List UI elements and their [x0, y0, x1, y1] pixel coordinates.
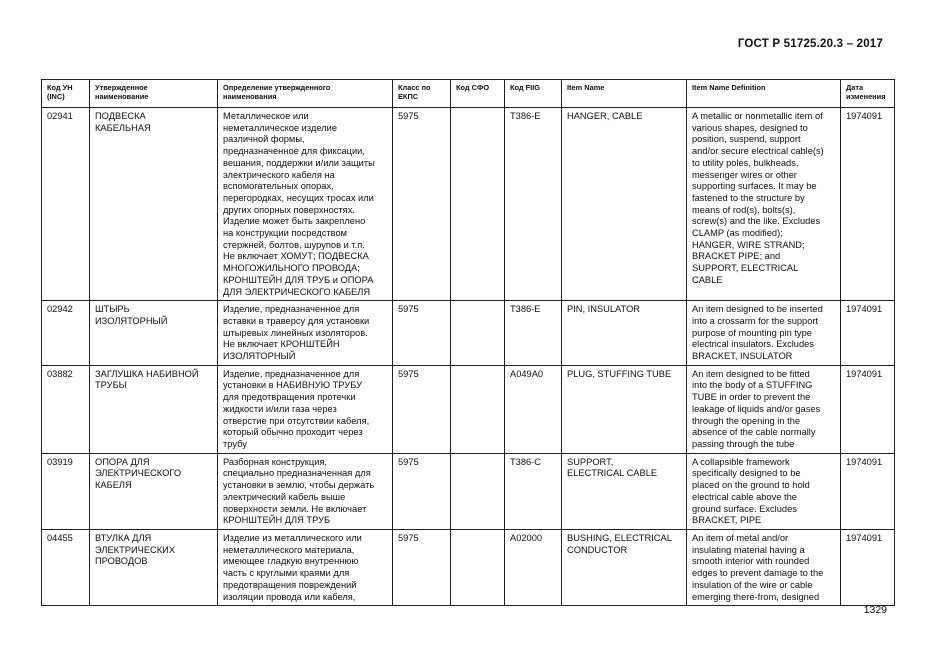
cell-date: 1974091: [841, 108, 895, 301]
cell-fiig: T386-E: [505, 301, 562, 366]
cell-class: 5975: [393, 529, 451, 605]
cell-item-name: SUPPORT, ELECTRICAL CABLE: [562, 453, 687, 529]
cell-sfo: [451, 529, 505, 605]
col-header-inc: Код УН (INC): [42, 80, 90, 108]
cell-item-name: PIN, INSULATOR: [562, 301, 687, 366]
cell-inc: 02942: [42, 301, 90, 366]
cell-definition-ru: Изделие, предназначенное для установки в НАБИВНУЮ ТРУБУ для предотвращения протечки жидкости и/или газа через отверстие при отсутствии кабеля, который обычно проходит через трубу: [218, 365, 393, 453]
col-header-class: Класс по ЕКПС: [393, 80, 451, 108]
cell-name-ru: ШТЫРЬ ИЗОЛЯТОРНЫЙ: [90, 301, 218, 366]
header-row: [42, 80, 895, 108]
cell-item-name: HANGER, CABLE: [562, 108, 687, 301]
col-header-date: Дата изменения: [841, 80, 895, 108]
cell-definition-ru: Изделие из металлического или неметаллического материала, имеющее гладкую внутреннюю часть с круглыми краями для предотвращения повреждений изоляции провода или кабеля,: [218, 529, 393, 605]
table-row: [42, 453, 895, 529]
cell-inc: 02941: [42, 108, 90, 301]
cell-name-ru: ЗАГЛУШКА НАБИВНОЙ ТРУБЫ: [90, 365, 218, 453]
cell-class: 5975: [393, 301, 451, 366]
cell-name-ru: ПОДВЕСКА КАБЕЛЬНАЯ: [90, 108, 218, 301]
cell-date: 1974091: [841, 529, 895, 605]
col-header-name-ru: Утвержденное наименование: [90, 80, 218, 108]
cell-sfo: [451, 453, 505, 529]
col-header-item-definition: Item Name Definition: [687, 80, 841, 108]
table-row: [42, 529, 895, 605]
cell-name-ru: ОПОРА ДЛЯ ЭЛЕКТРИЧЕСКОГО КАБЕЛЯ: [90, 453, 218, 529]
cell-inc: 04455: [42, 529, 90, 605]
cell-item-definition: A metallic or nonmetallic item of various shapes, designed to position, suspend, support and/or secure electrical cable(s) to utility poles, bulkheads, messenger wires or other supporting surfaces. It may be fastened to the structure by means of rod(s), bolts(s), screw(s) and the like. Excludes CLAMP (as modified); HANGER, WIRE STRAND; BRACKET PIPE; and SUPPORT, ELECTRICAL CABLE: [687, 108, 841, 301]
cell-date: 1974091: [841, 301, 895, 366]
page-number: 1329: [863, 604, 887, 616]
table-row: [42, 365, 895, 453]
classification-table: [41, 79, 895, 606]
cell-sfo: [451, 108, 505, 301]
cell-item-definition: An item designed to be inserted into a crossarm for the support purpose of mounting pin type electrical insulators. Excludes BRACKET, INSULATOR: [687, 301, 841, 366]
cell-definition-ru: Изделие, предназначенное для вставки в траверсу для установки штыревых линейных изоляторов. Не включает КРОНШТЕЙН ИЗОЛЯТОРНЫЙ: [218, 301, 393, 366]
cell-name-ru: ВТУЛКА ДЛЯ ЭЛЕКТРИЧЕСКИХ ПРОВОДОВ: [90, 529, 218, 605]
cell-item-definition: An item of metal and/or insulating material having a smooth interior with rounded edges to prevent damage to the insulation of the wire or cable emerging there-from, designed: [687, 529, 841, 605]
table-row: [42, 108, 895, 301]
cell-class: 5975: [393, 365, 451, 453]
cell-date: 1974091: [841, 365, 895, 453]
cell-item-definition: A collapsible framework specifically designed to be placed on the ground to hold electrical cable above the ground surface. Excludes BRACKET, PIPE: [687, 453, 841, 529]
cell-inc: 03882: [42, 365, 90, 453]
cell-date: 1974091: [841, 453, 895, 529]
table-row: [42, 301, 895, 366]
document-header: ГОСТ Р 51725.20.3 – 2017: [737, 38, 883, 50]
cell-sfo: [451, 365, 505, 453]
cell-sfo: [451, 301, 505, 366]
cell-item-name: BUSHING, ELECTRICAL CONDUCTOR: [562, 529, 687, 605]
cell-class: 5975: [393, 453, 451, 529]
col-header-item-name: Item Name: [562, 80, 687, 108]
cell-definition-ru: Металлическое или неметаллическое изделие различной формы, предназначенное для фиксации, вешания, поддержки и/или защиты электрического кабеля на вспомогательных опорах, перегородках, несущих тросах или других опорных поверхностях. Изделие может быть закреплено на конструкции посредством стержней, болтов, шурупов и т.п. Не включает ХОМУТ; ПОДВЕСКА МНОГОЖИЛЬНОГО ПРОВОДА; КРОНШТЕЙН ДЛЯ ТРУБ и ОПОРА ДЛЯ ЭЛЕКТРИЧЕСКОГО КАБЕЛЯ: [218, 108, 393, 301]
cell-fiig: T386-C: [505, 453, 562, 529]
col-header-fiig: Код FIIG: [505, 80, 562, 108]
cell-item-name: PLUG, STUFFING TUBE: [562, 365, 687, 453]
cell-fiig: T386-E: [505, 108, 562, 301]
cell-fiig: A02000: [505, 529, 562, 605]
col-header-definition-ru: Определение утвержденного наименования: [218, 80, 393, 108]
cell-fiig: A049A0: [505, 365, 562, 453]
col-header-sfo: Код СФО: [451, 80, 505, 108]
cell-inc: 03919: [42, 453, 90, 529]
cell-definition-ru: Разборная конструкция, специально предназначенная для установки в землю, чтобы держать электрический кабель выше поверхности земли. Не включает КРОНШТЕЙН ДЛЯ ТРУБ: [218, 453, 393, 529]
cell-class: 5975: [393, 108, 451, 301]
cell-item-definition: An item designed to be fitted into the body of a STUFFING TUBE in order to prevent the leakage of liquids and/or gases through the opening in the absence of the cable normally passing through the tube: [687, 365, 841, 453]
